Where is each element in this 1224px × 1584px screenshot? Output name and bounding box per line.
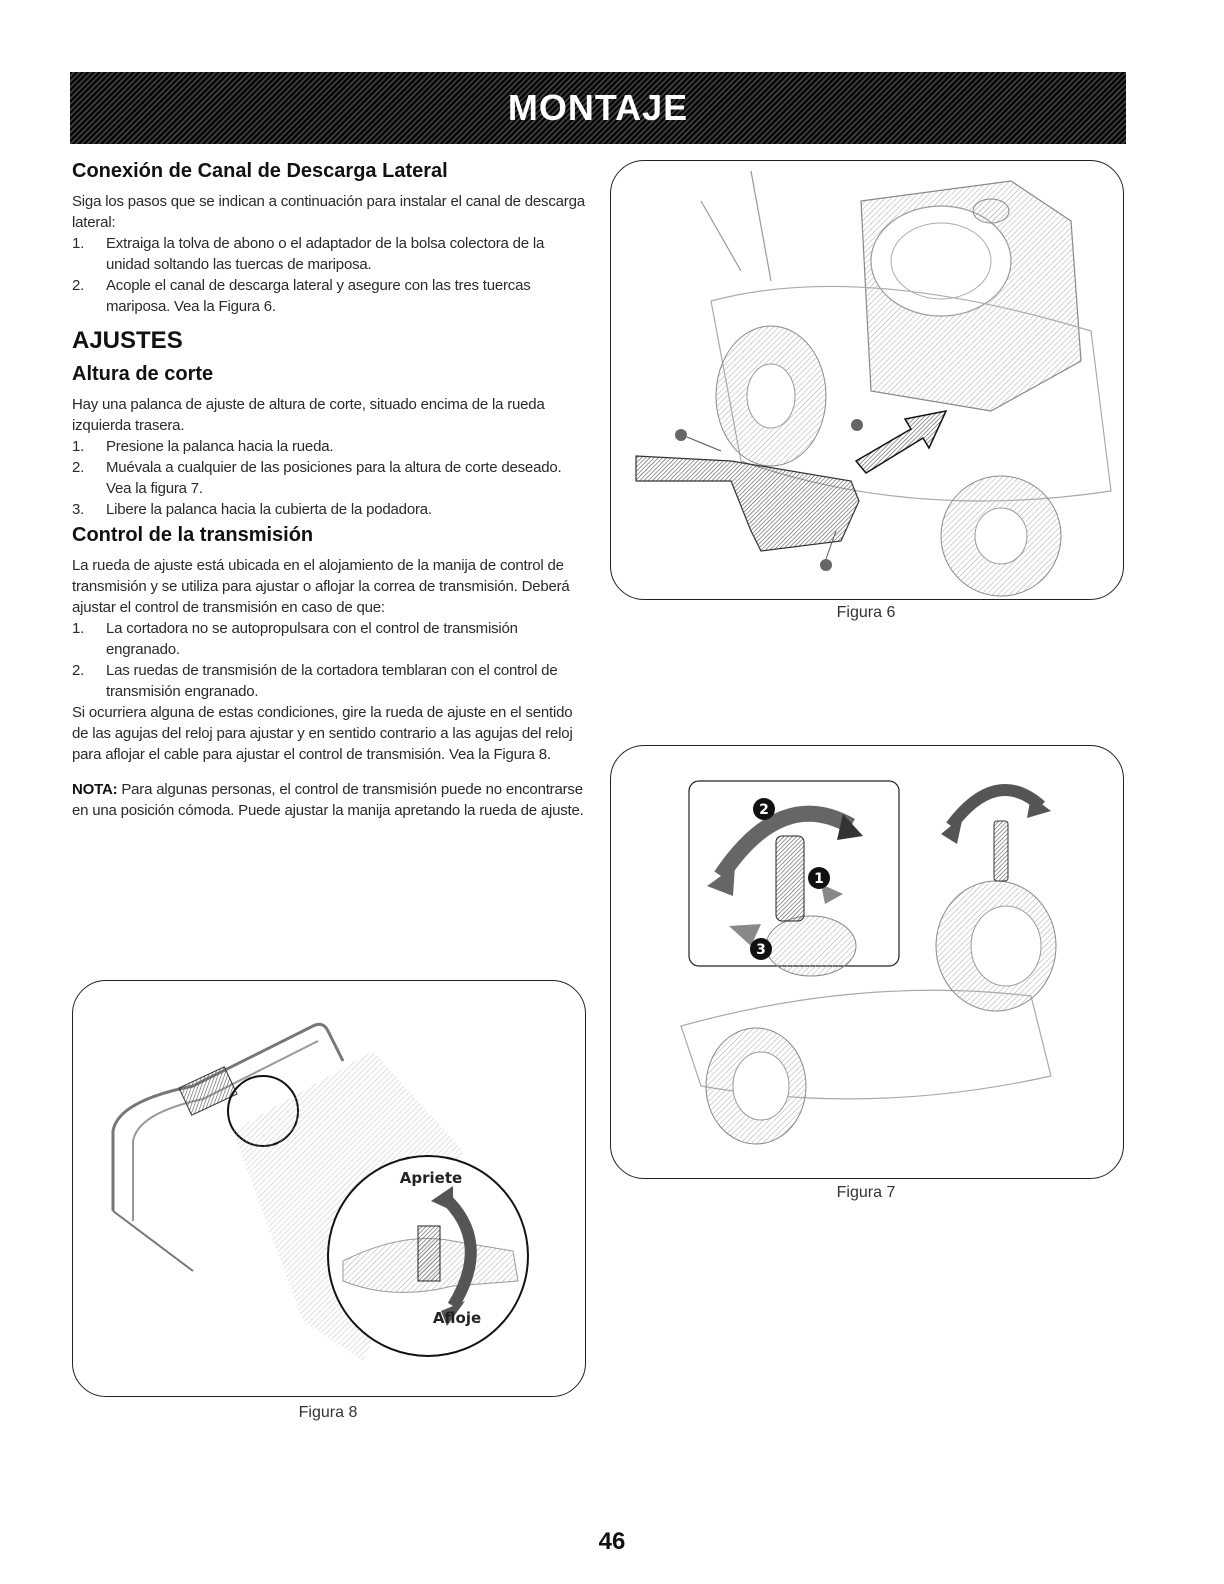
figure-8-frame bbox=[72, 980, 586, 1397]
cutting-height-intro: Hay una palanca de ajuste de altura de corte, situado encima de la rueda izquierda trasera. bbox=[72, 396, 545, 434]
callout-1: 1 bbox=[814, 871, 824, 887]
drive-control-paragraph: Si ocurriera alguna de estas condiciones, gire la rueda de ajuste en el sentido de las agujas del reloj para ajustar y en sentido contrario a las agujas del reloj para aflojar el cable para ajustar el control de transmisión. Vea la Figura 8. bbox=[72, 704, 573, 763]
callout-3: 3 bbox=[756, 942, 766, 958]
heading-adjustments: AJUSTES bbox=[72, 327, 183, 354]
note-label: NOTA: bbox=[72, 781, 118, 798]
list-item: 1. Presione la palanca hacia la rueda. bbox=[72, 438, 334, 455]
cutting-height-steps bbox=[72, 436, 587, 520]
heading-side-discharge: Conexión de Canal de Descarga Lateral bbox=[72, 160, 448, 182]
figure-7-caption: Figura 7 bbox=[836, 1184, 896, 1201]
figure-8-illustration bbox=[73, 981, 585, 1396]
figure-7-illustration bbox=[611, 746, 1123, 1178]
figure-6-illustration bbox=[611, 161, 1123, 599]
figure-6-caption: Figura 6 bbox=[836, 604, 896, 621]
note-text: Para algunas personas, el control de transmisión puede no encontrarse en una posición cómoda. Puede ajustar la manija apretando la rueda de ajuste. bbox=[72, 781, 584, 819]
side-discharge-intro: Siga los pasos que se indican a continuación para instalar el canal de descarga lateral: bbox=[72, 193, 585, 231]
left-column bbox=[72, 160, 587, 821]
note-paragraph bbox=[72, 779, 587, 821]
figure-8-caption: Figura 8 bbox=[298, 1404, 358, 1421]
list-item: 2. Las ruedas de transmisión de la cortadora temblaran con el control de transmisión engranado. bbox=[72, 662, 558, 700]
figure-7-frame bbox=[610, 745, 1124, 1179]
figure-6-frame bbox=[610, 160, 1124, 600]
page-number: 46 bbox=[598, 1528, 626, 1555]
label-tighten: Apriete bbox=[399, 1169, 463, 1187]
list-item: 3. Libere la palanca hacia la cubierta de la podadora. bbox=[72, 501, 432, 518]
label-loosen: Afloje bbox=[432, 1309, 482, 1327]
section-banner bbox=[70, 72, 1126, 144]
list-item: 1. Extraiga la tolva de abono o el adaptador de la bolsa colectora de la unidad soltando las tuercas de mariposa. bbox=[72, 235, 545, 273]
drive-control-intro: La rueda de ajuste está ubicada en el alojamiento de la manija de control de transmisión y se utiliza para ajustar o aflojar la correa de transmisión. Deberá ajustar el control de transmisión en caso de que: bbox=[72, 557, 570, 616]
heading-drive-control: Control de la transmisión bbox=[72, 524, 314, 546]
list-item: 2. Acople el canal de descarga lateral y asegure con las tres tuercas mariposa. Vea la Figura 6. bbox=[72, 277, 531, 315]
drive-control-steps bbox=[72, 618, 587, 702]
side-discharge-steps bbox=[72, 233, 587, 317]
heading-cutting-height: Altura de corte bbox=[72, 363, 214, 385]
banner-title: MONTAJE bbox=[507, 87, 689, 128]
callout-2: 2 bbox=[759, 802, 769, 818]
list-item: 2. Muévala a cualquier de las posiciones para la altura de corte deseado. Vea la figura 7. bbox=[72, 459, 562, 497]
list-item: 1. La cortadora no se autopropulsara con el control de transmisión engranado. bbox=[72, 620, 518, 658]
